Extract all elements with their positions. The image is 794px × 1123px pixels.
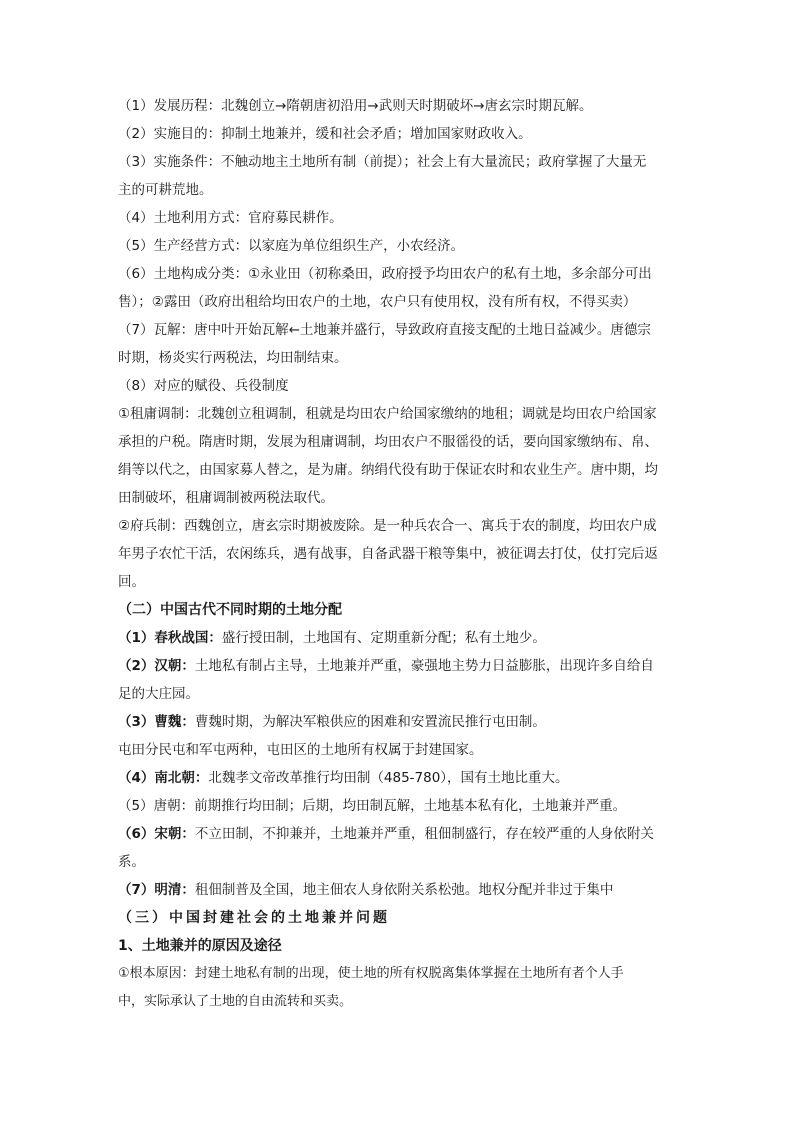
text-line-8: 售）；②露田（政府出租给均田农户的土地，农户只有使用权，没有所有权，不得买卖） [118, 294, 637, 310]
sub1-line-1: ①根本原因：封建土地私有制的出现，使土地的所有权脱离集体掌握在土地所有者个人手 [118, 966, 624, 981]
text-line-12: ①租庸调制：北魏创立租调制，租就是均田农户给国家缴纳的地租；调就是均田农户给国家 [118, 406, 657, 422]
section2-label-8: （6）宋朝： [118, 826, 195, 842]
section-heading-3: （三）中国封建社会的土地兼并问题 [118, 910, 390, 926]
section2-label-10: （7）明清： [118, 882, 195, 898]
subsection-heading-1: 1、土地兼并的原因及途径 [118, 938, 282, 954]
text-line-9: （7）瓦解：唐中叶开始瓦解←土地兼并盛行，导致政府直接支配的土地日益减少。唐德宗 [118, 322, 651, 338]
text-line-6: （5）生产经营方式：以家庭为单位组织生产，小农经济。 [118, 238, 465, 254]
section2-line-3 [118, 680, 676, 708]
section2-line-9 [118, 848, 676, 876]
section2-text-9: 系。 [118, 854, 145, 870]
text-line-16: ②府兵制：西魏创立，唐玄宗时期被废除。是一种兵农合一、寓兵于农的制度，均田农户成 [118, 518, 657, 534]
text-line-10: 时期，杨炎实行两税法，均田制结束。 [118, 350, 348, 366]
section2-line-5 [118, 736, 676, 764]
section2-text-6: 北魏孝文帝改革推行均田制（485-780），国有土地比重大。 [208, 770, 569, 786]
section2-text-10: 租佃制普及全国，地主佃农人身依附关系松弛。地权分配并非过于集中 [194, 882, 614, 898]
section2-label-6: （4）南北朝： [118, 770, 209, 786]
text-line-15: 田制破坏，租庸调制被两税法取代。 [118, 490, 334, 506]
section2-line-4 [118, 708, 676, 736]
text-line-11: （8）对应的赋役、兵役制度 [118, 378, 289, 394]
section2-line-10 [118, 876, 676, 904]
section2-line-8 [118, 820, 676, 848]
section2-text-5: 屯田分民屯和军屯两种，屯田区的土地所有权属于封建国家。 [118, 742, 483, 758]
section2-label-2: （2）汉朝： [118, 658, 195, 674]
text-line-13: 承担的户税。隋唐时期，发展为租庸调制，均田农户不服徭役的话，要向国家缴纳布、帛、 [118, 434, 658, 450]
section2-line-7 [118, 792, 676, 820]
section2-line-2 [118, 652, 676, 680]
text-line-2: （2）实施目的：抑制土地兼并，缓和社会矛盾；增加国家财政收入。 [118, 126, 532, 142]
text-line-1: （1）发展历程：北魏创立→隋朝唐初沿用→武则天时期破坏→唐玄宗时期瓦解。 [118, 98, 593, 114]
sub1-line-2: 中，实际承认了土地的自由流转和买卖。 [118, 994, 353, 1009]
text-line-5: （4）土地利用方式：官府募民耕作。 [118, 210, 343, 226]
section2-text-1: 盛行授田制，土地国有、定期重新分配；私有土地少。 [221, 630, 546, 646]
section2-text-2: 土地私有制占主导，土地兼并严重，豪强地主势力日益膨胀，出现许多自给自 [194, 658, 654, 674]
section2-text-8: 不立田制，不抑兼并，土地兼并严重，租佃制盛行，存在较严重的人身依附关 [194, 826, 654, 842]
text-line-17: 年男子农忙干活，农闲练兵，遇有战事，自备武器干粮等集中，被征调去打仗，仗打完后返 [118, 546, 658, 562]
section2-text-4: 曹魏时期，为解决军粮供应的困难和安置流民推行屯田制。 [194, 714, 546, 730]
text-line-7: （6）土地构成分类：①永业田（初称桑田，政府授予均田农户的私有土地，多余部分可出 [118, 266, 652, 282]
section2-text-3: 足的大庄园。 [118, 686, 199, 702]
section2-label-4: （3）曹魏： [118, 714, 195, 730]
section2-text-7: （5）唐朝：前期推行均田制；后期，均田制瓦解，土地基本私有化，土地兼并严重。 [118, 798, 627, 814]
text-line-18: 回。 [118, 574, 145, 590]
section2-line-1 [118, 624, 676, 652]
section2-label-1: （1）春秋战国： [118, 630, 222, 646]
section2-line-6 [118, 764, 676, 792]
text-line-4: 主的可耕荒地。 [118, 182, 213, 198]
text-line-3: （3）实施条件：不触动地主土地所有制（前提）；社会上有大量流民；政府掌握了大量无 [118, 154, 647, 170]
text-line-14: 绢等以代之，由国家募人替之，是为庸。纳绢代役有助于保证农时和农业生产。唐中期，均 [118, 462, 658, 478]
section-heading-2: （二）中国古代不同时期的土地分配 [118, 602, 342, 618]
